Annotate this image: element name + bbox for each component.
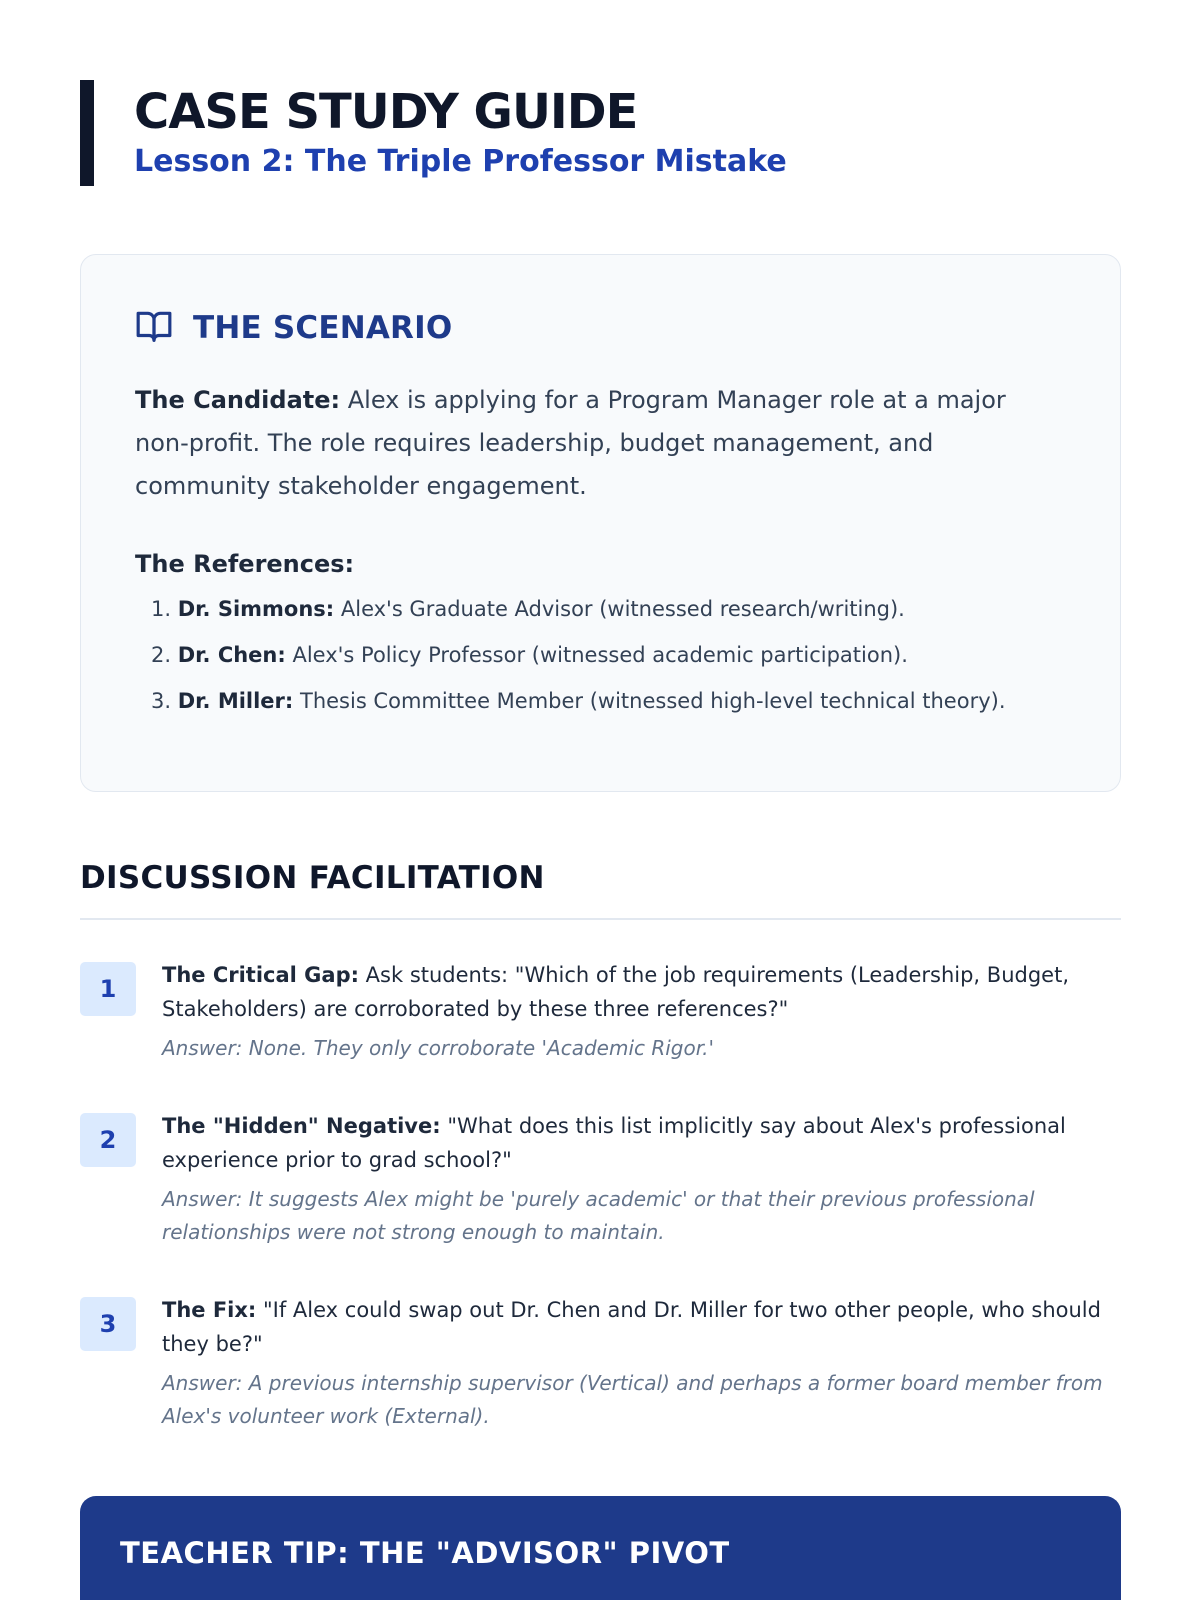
discussion-answer: Answer: A previous internship supervisor (Vertical) and perhaps a former board member from Alex's volunteer work (External). xyxy=(162,1371,1103,1428)
reference-text: Alex's Graduate Advisor (witnessed research/writing). xyxy=(334,597,905,621)
question-text: Ask students: "Which of the job requirements (Leadership, Budget, Stakeholders) are corroborated by these three references?" xyxy=(162,963,1069,1021)
question-text: "What does this list implicitly say about Alex's professional experience prior to grad school?" xyxy=(162,1114,1066,1172)
reference-text: Thesis Committee Member (witnessed high-level technical theory). xyxy=(293,689,1006,713)
discussion-list xyxy=(80,958,1121,1433)
discussion-item xyxy=(80,1109,1121,1249)
teacher-tip-title: TEACHER TIP: THE "ADVISOR" PIVOT xyxy=(120,1536,730,1570)
header-text xyxy=(94,80,787,186)
question-label: The "Hidden" Negative: xyxy=(162,1114,441,1138)
reference-name: Dr. Miller: xyxy=(177,689,294,713)
discussion-item xyxy=(80,958,1121,1065)
discussion-answer: Answer: None. They only corroborate 'Academic Rigor.' xyxy=(162,1036,714,1060)
reference-name: Dr. Simmons: xyxy=(177,597,335,621)
question-text: "If Alex could swap out Dr. Chen and Dr. Miller for two other people, who should they be?" xyxy=(162,1298,1101,1356)
candidate-paragraph xyxy=(135,379,1066,508)
scenario-header xyxy=(135,307,1066,349)
number-badge: 2 xyxy=(80,1113,136,1167)
list-item xyxy=(151,688,1066,714)
doc-header xyxy=(80,80,1120,186)
number-badge: 3 xyxy=(80,1297,136,1351)
list-number: 3. xyxy=(151,689,172,713)
header-accent-bar xyxy=(80,80,94,186)
page-title: CASE STUDY GUIDE xyxy=(134,83,638,140)
number-badge: 1 xyxy=(80,962,136,1016)
scenario-card xyxy=(80,254,1121,792)
discussion-body xyxy=(162,1109,1121,1249)
discussion-title: DISCUSSION FACILITATION xyxy=(80,860,1121,920)
list-number: 1. xyxy=(151,597,172,621)
reference-text: Alex's Policy Professor (witnessed academic participation). xyxy=(285,643,908,667)
references-title: The References: xyxy=(135,550,355,578)
discussion-answer: Answer: It suggests Alex might be 'purely academic' or that their previous professional relationships were not strong enough to maintain. xyxy=(162,1187,1035,1244)
discussion-body xyxy=(162,1293,1121,1433)
discussion-item xyxy=(80,1293,1121,1433)
scenario-title: THE SCENARIO xyxy=(193,310,453,346)
question-label: The Fix: xyxy=(162,1298,257,1322)
list-number: 2. xyxy=(151,643,172,667)
discussion-question xyxy=(162,958,1121,1026)
teacher-tip-card xyxy=(80,1496,1121,1600)
discussion-question xyxy=(162,1293,1121,1361)
candidate-text: Alex is applying for a Program Manager role at a major non-profit. The role requires leadership, budget management, and community stakeholder engagement. xyxy=(135,386,1006,500)
list-item xyxy=(151,596,1066,622)
page-subtitle: Lesson 2: The Triple Professor Mistake xyxy=(134,144,787,180)
candidate-label: The Candidate: xyxy=(135,386,341,414)
discussion-body xyxy=(162,958,1121,1065)
reference-name: Dr. Chen: xyxy=(177,643,286,667)
references-list xyxy=(135,596,1066,714)
list-item xyxy=(151,642,1066,668)
discussion-question xyxy=(162,1109,1121,1177)
book-open-icon xyxy=(135,307,173,349)
question-label: The Critical Gap: xyxy=(162,963,359,987)
